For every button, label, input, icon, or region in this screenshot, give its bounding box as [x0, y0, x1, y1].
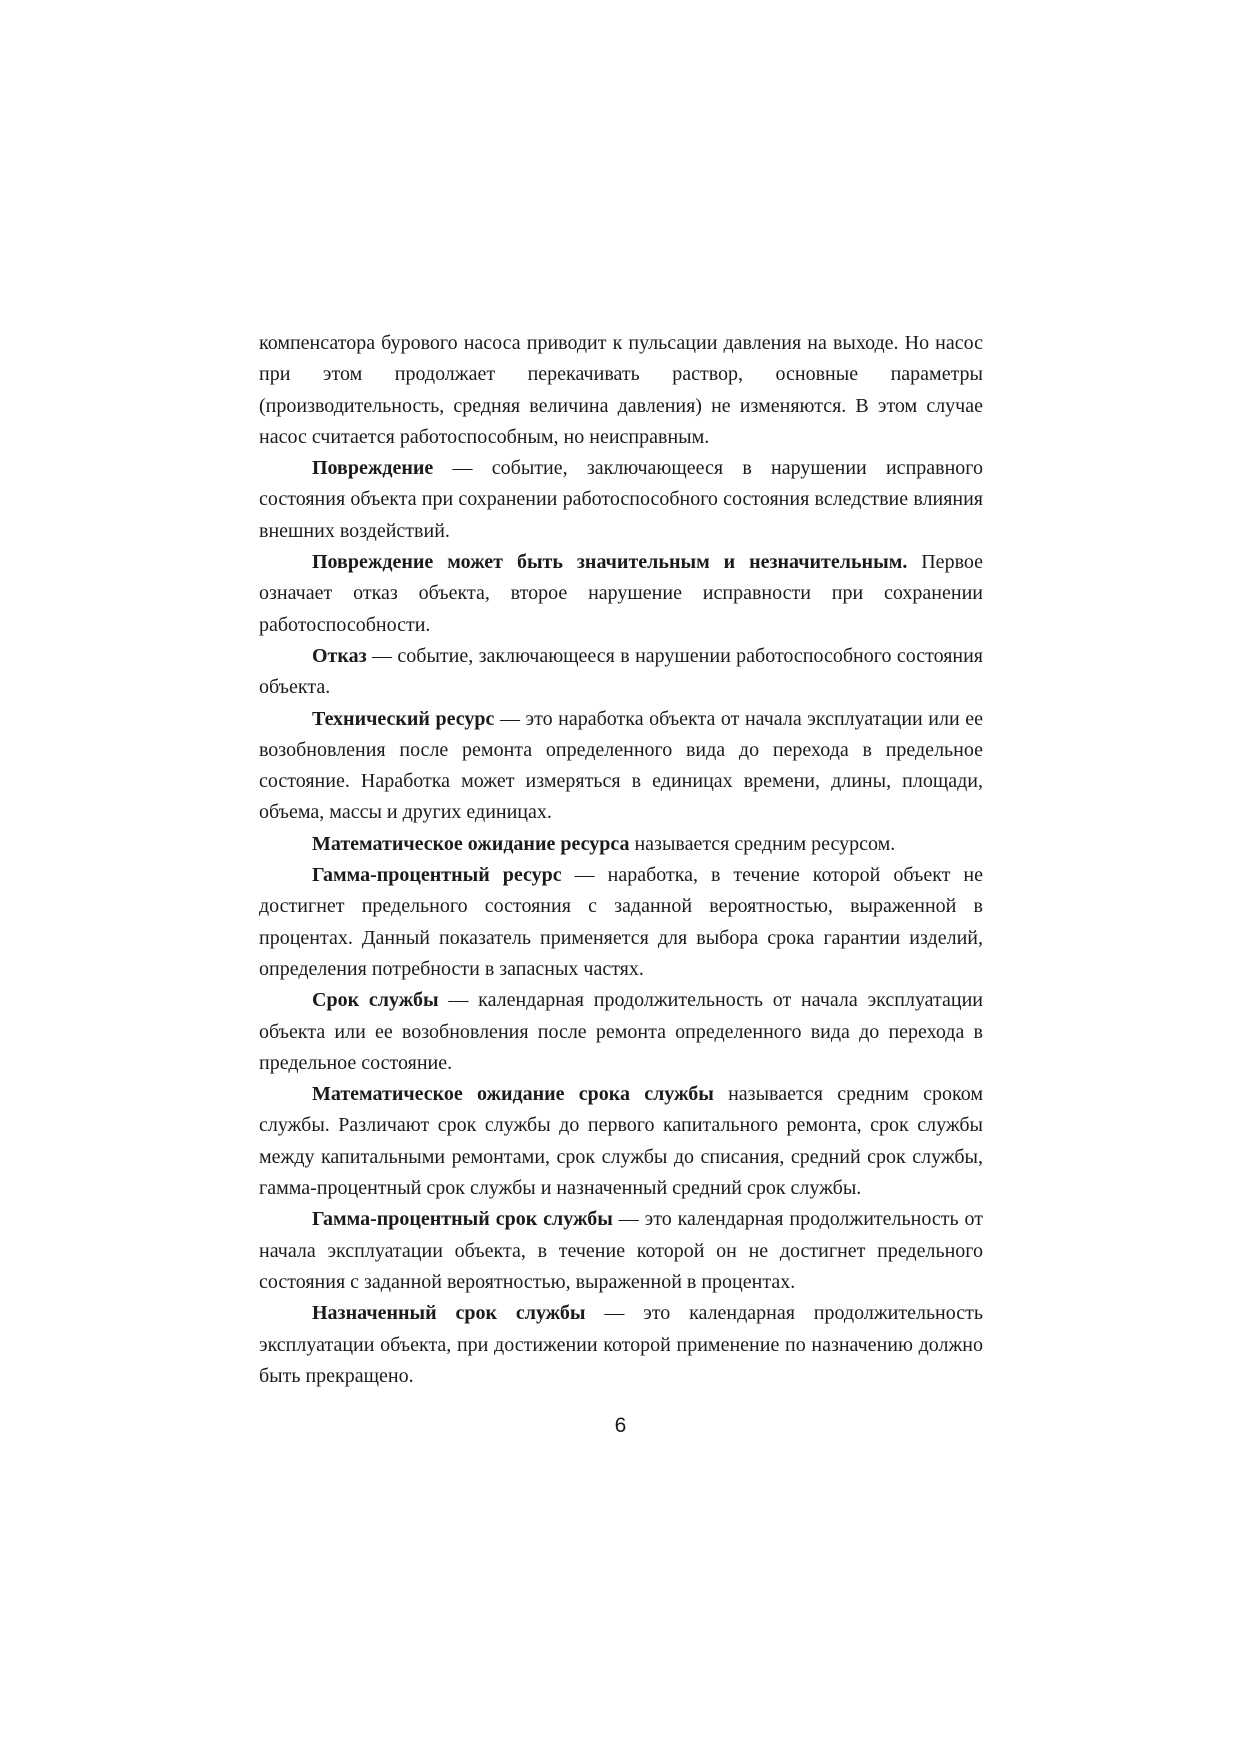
term-mean-service-life: Математическое ожидание срока службы — [312, 1083, 714, 1106]
page-number: 6 — [614, 1414, 627, 1437]
paragraph-gamma-resource — [259, 860, 983, 985]
term-technical-resource: Технический ресурс — [312, 707, 495, 730]
paragraph-text: называется средним ресурсом. — [629, 832, 896, 855]
paragraph-assigned-service-life — [259, 1298, 983, 1392]
paragraph-continuation — [259, 328, 983, 453]
term-gamma-service-life: Гамма-процентный срок службы — [312, 1208, 613, 1231]
paragraph-text: — наработка, в течение которой объект не достигнет предельного состояния с заданной вероятностью, выраженной в процентах. Данный показатель применяется для выбора срока гарантии изделий, определения потребности в запасных частях. — [259, 864, 983, 980]
paragraph-text: — событие, заключающееся в нарушении работоспособного состояния объекта. — [259, 644, 983, 699]
paragraph-mean-service-life — [259, 1079, 983, 1204]
body-text — [259, 328, 983, 1392]
paragraph-service-life — [259, 985, 983, 1079]
paragraph-definition-technical-resource — [259, 704, 983, 829]
paragraph-text: компенсатора бурового насоса приводит к пульсации давления на выходе. Но насос при этом продолжает перекачивать раствор, основные параметры (производительность, средняя величина давления) не изменяются. В этом случае насос считается работоспособным, но неисправным. — [259, 332, 983, 448]
paragraph-definition-damage — [259, 453, 983, 547]
paragraph-text: — календарная продолжительность от начала эксплуатации объекта или ее возобновления после ремонта определенного вида до перехода в предельное состояние. — [259, 989, 984, 1074]
paragraph-definition-failure — [259, 641, 983, 704]
term-damage-types: Повреждение может быть значительным и незначительным. — [312, 551, 908, 574]
paragraph-text: — это наработка объекта от начала эксплуатации или ее возобновления после ремонта определенного вида до перехода в предельное состояние. Наработка может измеряться в единицах времени, длины, площади, объема, массы и других единицах. — [259, 707, 984, 824]
paragraph-mean-resource — [259, 829, 983, 860]
paragraph-text: — событие, заключающееся в нарушении исправного состояния объекта при сохранении работоспособного состояния вследствие влияния внешних воздействий. — [259, 457, 983, 542]
paragraph-text: называется средним сроком службы. Различают срок службы до первого капитального ремонта, срок службы между капитальными ремонтами, срок службы до списания, средний срок службы, гамма-процентный срок службы и назначенный средний срок службы. — [259, 1083, 983, 1200]
term-service-life: Срок службы — [312, 989, 439, 1012]
term-assigned-service-life: Назначенный срок службы — [312, 1302, 586, 1325]
term-damage: Повреждение — [312, 457, 434, 480]
paragraph-text: — это календарная продолжительность от начала эксплуатации объекта, в течение которой он не достигнет предельного состояния с заданной вероятностью, выраженной в процентах. — [259, 1208, 983, 1293]
term-gamma-resource: Гамма-процентный ресурс — [312, 864, 562, 887]
paragraph-gamma-service-life — [259, 1204, 983, 1298]
paragraph-text: Первое означает отказ объекта, второе нарушение исправности при сохранении работоспособности. — [259, 551, 983, 636]
term-mean-resource: Математическое ожидание ресурса — [312, 832, 630, 855]
paragraph-damage-types — [259, 547, 983, 641]
term-failure: Отказ — [312, 644, 367, 667]
paragraph-text: — это календарная продолжительность эксплуатации объекта, при достижении которой применение по назначению должно быть прекращено. — [259, 1302, 983, 1387]
